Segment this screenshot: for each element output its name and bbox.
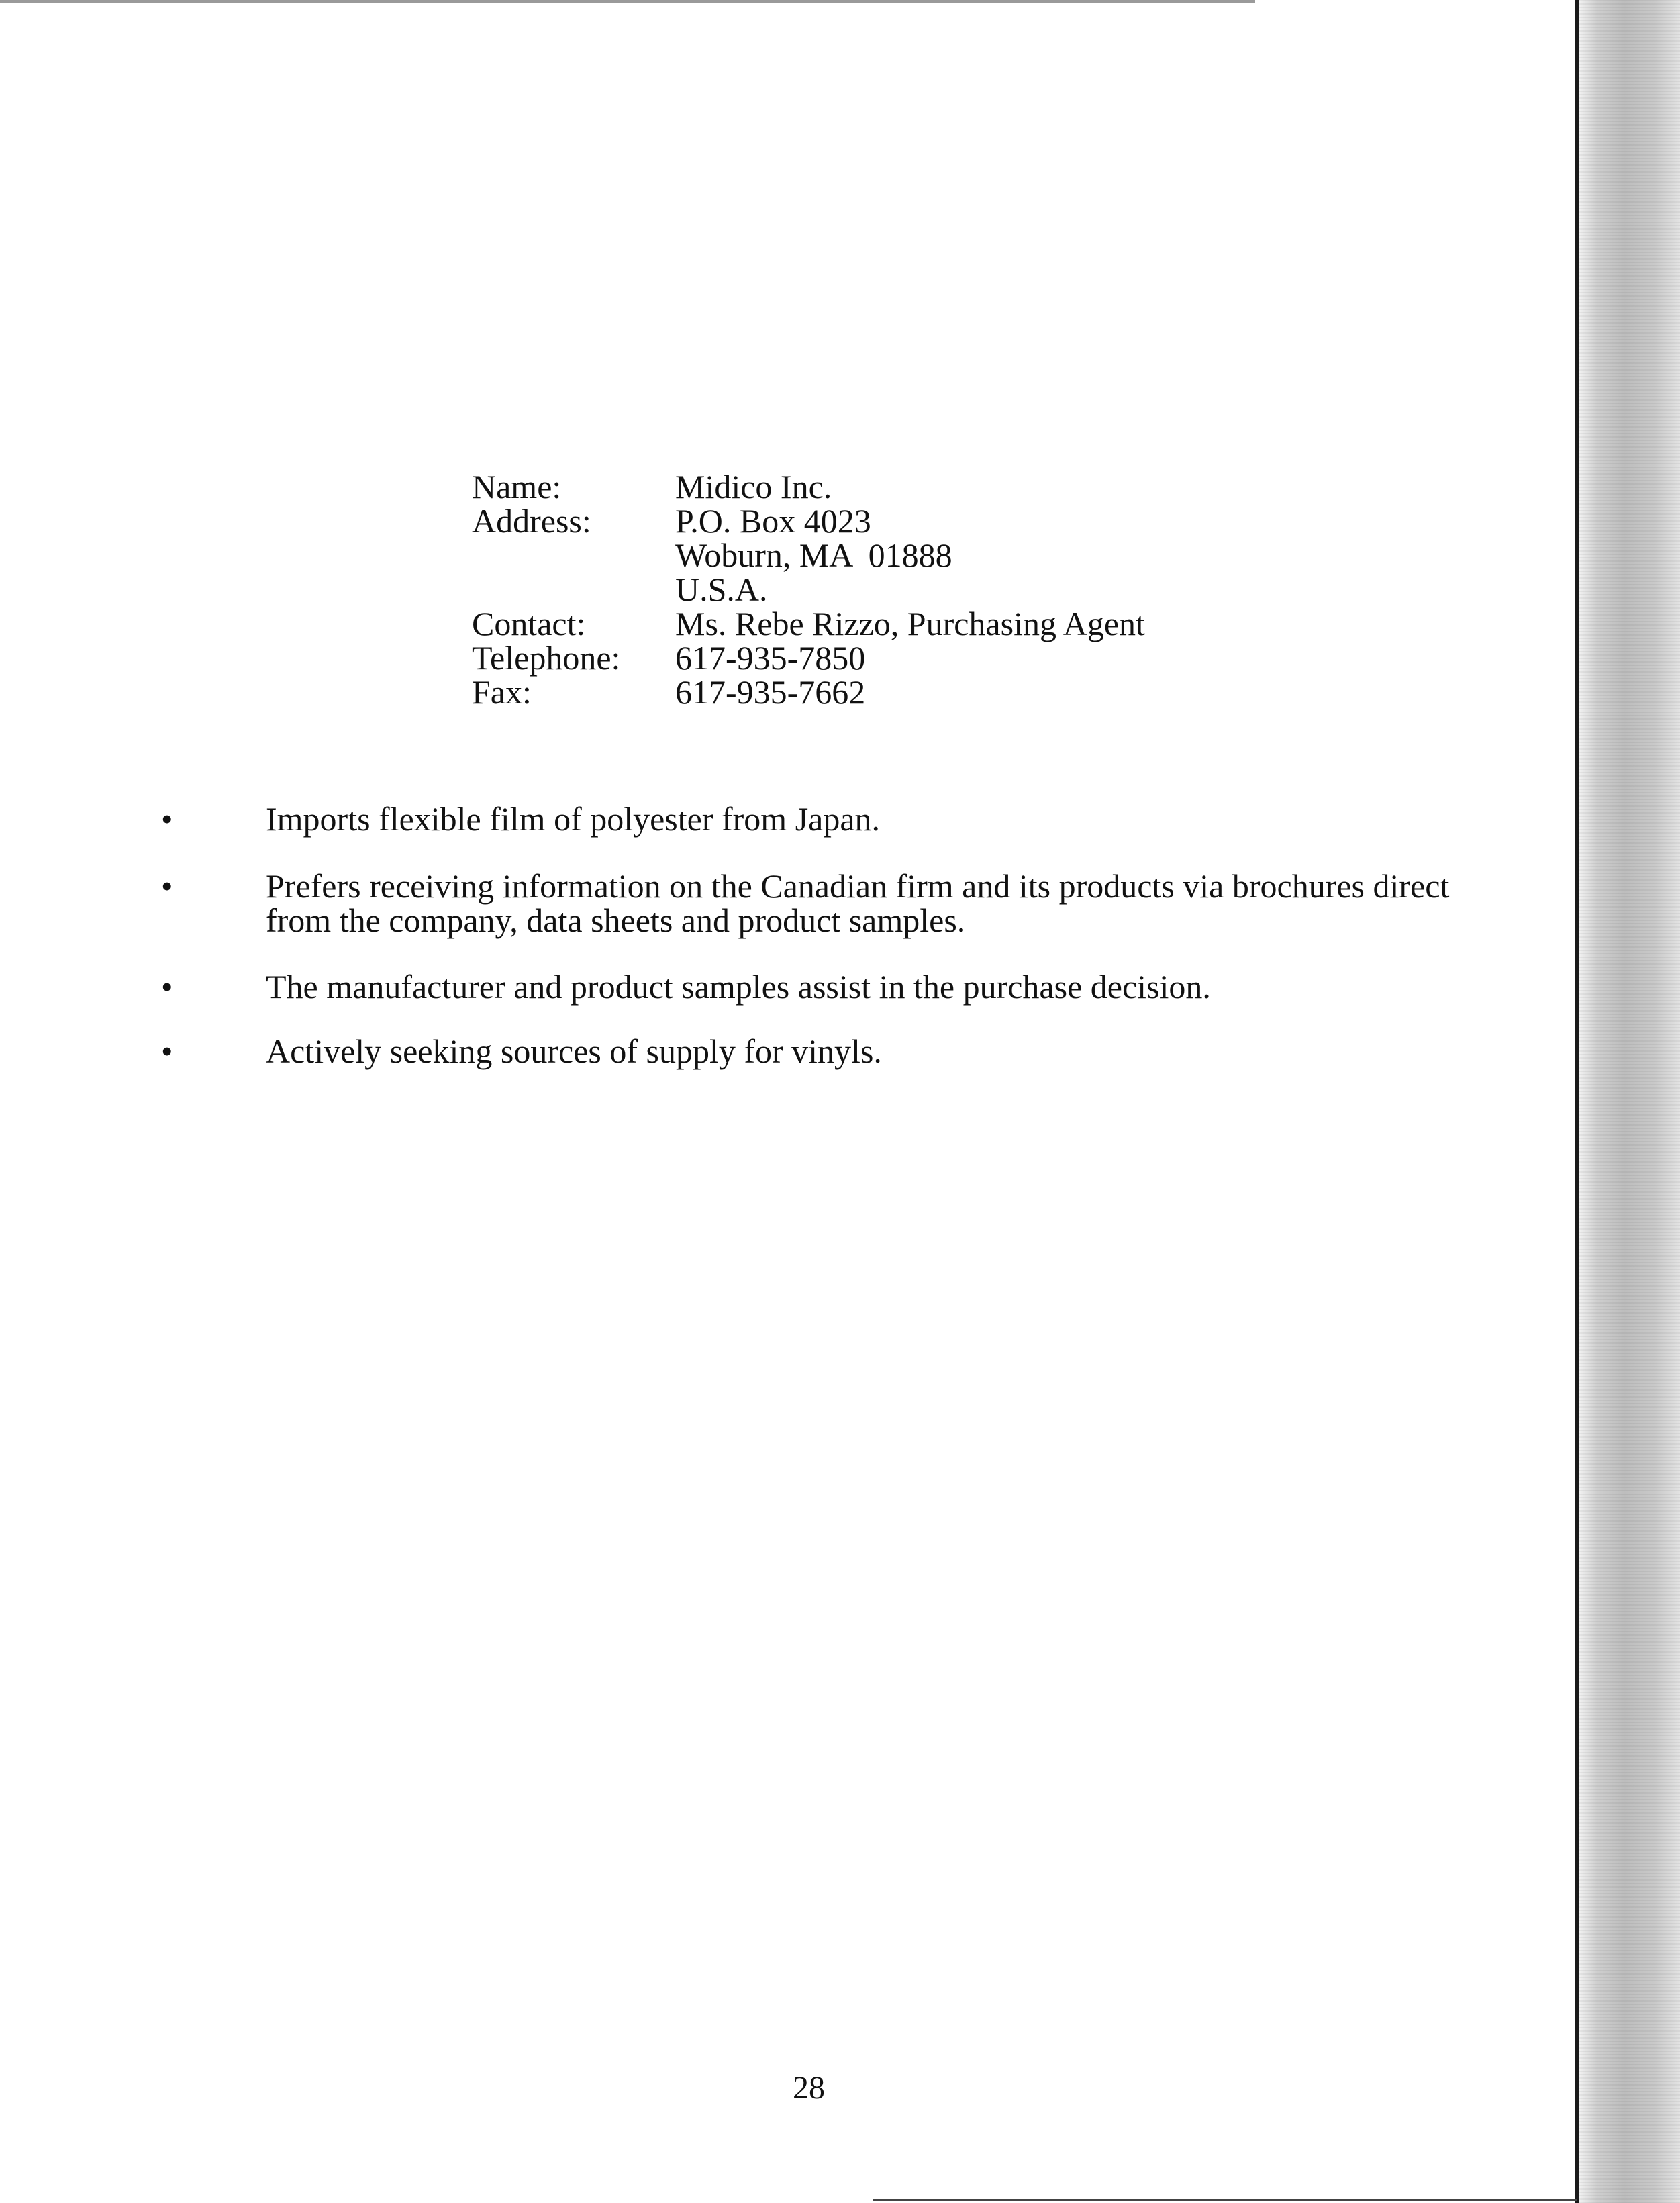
name-row [472, 470, 1145, 504]
address-row [472, 504, 1145, 538]
fax-label: Fax: [472, 673, 532, 711]
telephone-row [472, 641, 1145, 675]
contact-row [472, 607, 1145, 641]
list-item [161, 802, 880, 836]
telephone-value: 617-935-7850 [675, 639, 866, 677]
bullet-marker: • [161, 800, 173, 838]
fax-value: 617-935-7662 [675, 673, 866, 711]
fax-row [472, 675, 1145, 709]
name-label: Name: [472, 468, 562, 505]
address-label: Address: [472, 502, 591, 540]
address-row-2 [472, 538, 1145, 573]
bullet-marker: • [161, 867, 173, 905]
bullet-marker: • [161, 1032, 173, 1070]
bullet-text: Actively seeking sources of supply for vinyls. [266, 1032, 882, 1070]
page-number: 28 [793, 2070, 825, 2106]
address-line-1: P.O. Box 4023 [675, 502, 871, 540]
bullet-text: Prefers receiving information on the Canadian firm and its products via brochures direct from the company, data sheets and product samples. [266, 867, 1450, 939]
list-item [161, 1034, 882, 1069]
address-line-2: Woburn, MA 01888 [675, 536, 952, 574]
contact-block [472, 470, 1145, 709]
bullet-text: The manufacturer and product samples assist in the purchase decision. [266, 968, 1211, 1006]
scan-bottom-edge [873, 2199, 1577, 2201]
bullet-marker: • [161, 968, 173, 1006]
contact-value: Ms. Rebe Rizzo, Purchasing Agent [675, 605, 1145, 642]
address-row-3 [472, 573, 1145, 607]
bullet-text: Imports flexible film of polyester from Japan. [266, 800, 881, 838]
list-item [161, 970, 1211, 1004]
list-item [161, 869, 1456, 938]
telephone-label: Telephone: [472, 639, 621, 677]
contact-label: Contact: [472, 605, 586, 642]
address-line-3: U.S.A. [675, 571, 768, 608]
name-value: Midico Inc. [675, 468, 832, 505]
scan-edge-shadow [1579, 0, 1680, 2203]
scan-top-edge [0, 0, 1255, 3]
